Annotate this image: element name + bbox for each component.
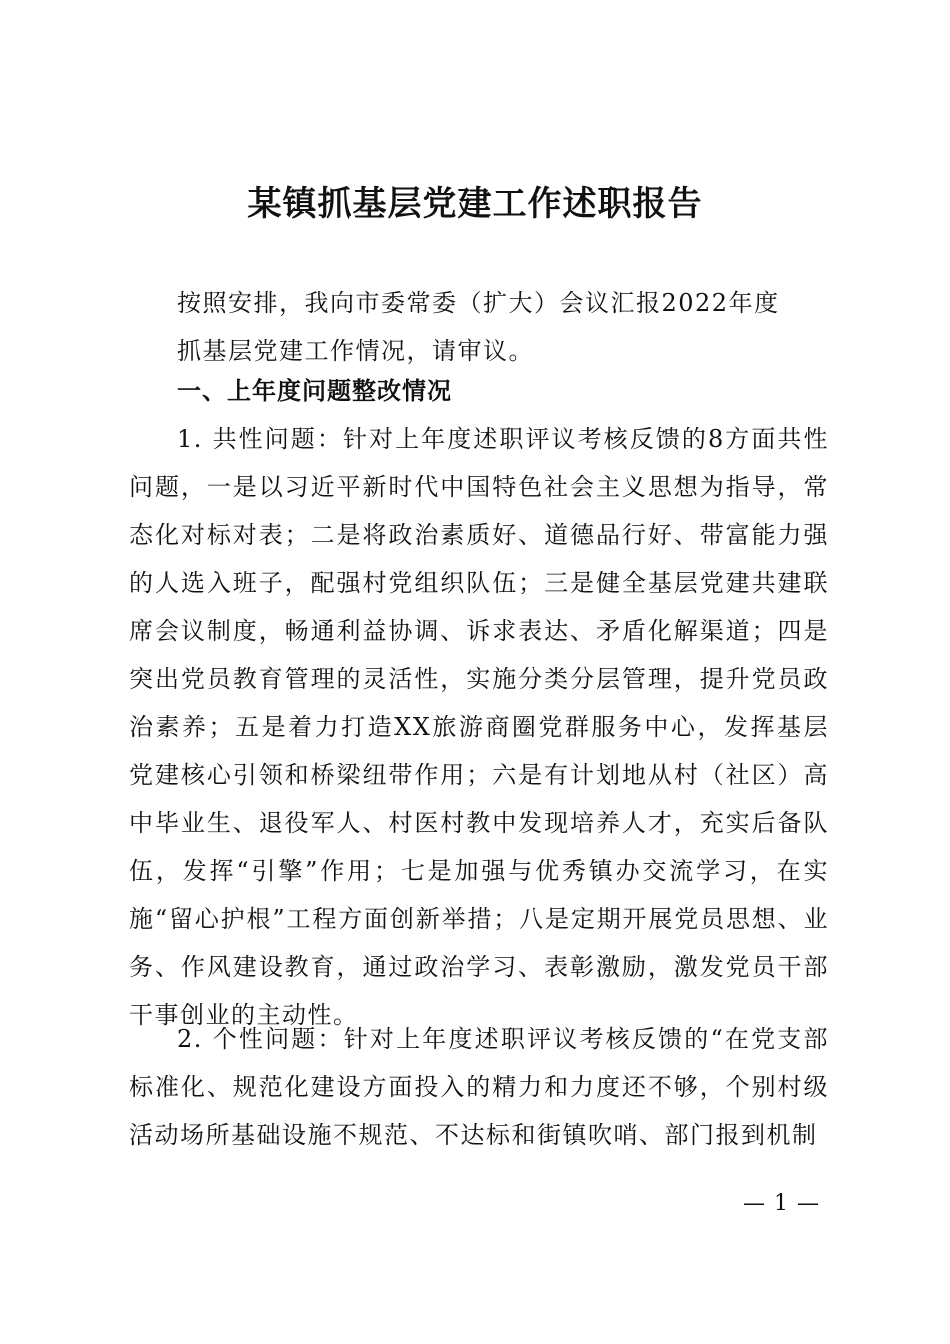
document-title: 某镇抓基层党建工作述职报告 xyxy=(247,184,703,224)
intro-line-2: 抓基层党建工作情况，请审议。 xyxy=(177,337,534,365)
intro-line-1: 按照安排，我向市委常委（扩大）会议汇报2022年度 xyxy=(177,289,780,317)
section-heading: 一、上年度问题整改情况 xyxy=(177,377,452,405)
intro-paragraph xyxy=(129,279,789,375)
paragraph-individual-issues: 2. 个性问题：针对上年度述职评议考核反馈的“在党支部标准化、规范化建设方面投入的精力和力度还不够，个别村级活动场所基础设施不规范、不达标和街镇吹哨、部门报到机制 xyxy=(129,1025,829,1149)
paragraph-common-issues: 1. 共性问题：针对上年度述职评议考核反馈的8方面共性问题，一是以习近平新时代中国特色社会主义思想为指导，常态化对标对表；二是将政治素质好、道德品行好、带富能力强的人选入班子，配强村党组织队伍；三是健全基层党建共建联席会议制度，畅通利益协调、诉求表达、矛盾化解渠道；四是突出党员教育管理的灵活性，实施分类分层管理，提升党员政治素养；五是着力打造XX旅游商圈党群服务中心，发挥基层党建核心引领和桥梁纽带作用；六是有计划地从村（社区）高中毕业生、退役军人、村医村教中发现培养人才，充实后备队伍，发挥“引擎”作用；七是加强与优秀镇办交流学习，在实施“留心护根”工程方面创新举措；八是定期开展党员思想、业务、作风建设教育，通过政治学习、表彰激励，激发党员干部干事创业的主动性。 xyxy=(129,425,829,1029)
page-number: — 1 — xyxy=(743,1191,820,1216)
